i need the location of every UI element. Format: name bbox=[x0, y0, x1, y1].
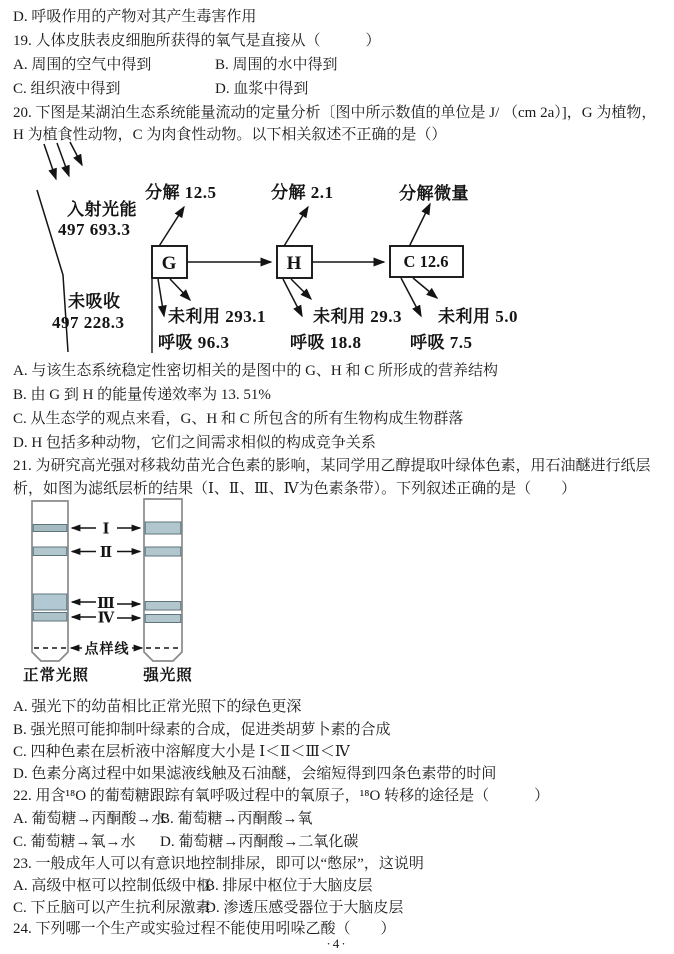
decompose-g-arrow bbox=[156, 207, 184, 251]
q20-option-d: D. H 包括多种动物，它们之间需求相似的构成竞争关系 bbox=[13, 435, 376, 451]
g-unused-label: 未利用 293.1 bbox=[168, 307, 266, 326]
q23-options-row-2 bbox=[13, 899, 403, 917]
band-4-right bbox=[145, 615, 181, 623]
q21-option-b: B. 强光照可能抑制叶绿素的合成，促进类胡萝卜素的合成 bbox=[13, 722, 391, 738]
c-unused-label: 未利用 5.0 bbox=[438, 307, 518, 326]
band-3-right bbox=[145, 602, 181, 611]
q22-option-b: B. 葡萄糖→丙酮酸→氧 bbox=[160, 811, 313, 827]
q23-option-b: B. 排尿中枢位于大脑皮层 bbox=[205, 878, 373, 894]
q19-option-d: D. 血浆中得到 bbox=[215, 81, 309, 97]
g-respiration-label: 呼吸 96.3 bbox=[158, 333, 230, 352]
decompose-h-arrow bbox=[281, 207, 308, 251]
strong-light-strip-label: 强光照 bbox=[143, 667, 193, 684]
band-2-right bbox=[145, 547, 181, 556]
q23-option-c: C. 下丘脑可以产生抗利尿激素 bbox=[13, 900, 211, 916]
q20-stem-line-2: H 为植食性动物，C 为肉食性动物。以下相关叙述不正确的是（） bbox=[13, 127, 447, 143]
unabsorbed-value: 497 228.3 bbox=[52, 313, 125, 332]
q18-option-d: D. 呼吸作用的产物对其产生毒害作用 bbox=[13, 9, 257, 25]
band-2-label: Ⅱ bbox=[99, 545, 113, 561]
q22-options-row-2 bbox=[13, 833, 358, 851]
q19-stem: 19. 人体皮肤表皮细胞所获得的氧气是直接从（ ） bbox=[13, 33, 381, 49]
q20-option-c: C. 从生态学的观点来看，G、H 和 C 所包含的所有生物构成生物群落 bbox=[13, 411, 464, 427]
q23-stem: 23. 一般成年人可以有意识地控制排尿，即可以“憋尿”，这说明 bbox=[13, 856, 424, 872]
q23-option-a: A. 高级中枢可以控制低级中枢 bbox=[13, 878, 212, 894]
decompose-h-label: 分解 2.1 bbox=[271, 183, 334, 202]
q22-option-d: D. 葡萄糖→丙酮酸→二氧化碳 bbox=[160, 834, 359, 850]
page-number: ·4· bbox=[326, 936, 348, 951]
q19-options-row-1 bbox=[13, 56, 338, 74]
band-2-left bbox=[33, 547, 67, 556]
sunlight-arrows-icon bbox=[44, 142, 82, 179]
h-unused-arrow bbox=[291, 279, 311, 299]
q22-option-c: C. 葡萄糖→氧→水 bbox=[13, 834, 136, 850]
q22-stem: 22. 用含¹⁸O 的葡萄糖跟踪有氧呼吸过程中的氧原子，¹⁸O 转移的途径是（ ） bbox=[13, 788, 550, 804]
q21-stem-line-1: 21. 为研究高光强对移栽幼苗光合色素的影响，某同学用乙醇提取叶绿体色素，用石油醚进行纸层 bbox=[13, 458, 651, 474]
q20-option-b: B. 由 G 到 H 的能量传递效率为 13. 51% bbox=[13, 387, 271, 403]
c-respiration-label: 呼吸 7.5 bbox=[410, 333, 473, 352]
sample-line-label: 点样线 bbox=[84, 642, 130, 658]
q21-stem-line-2: 析，如图为滤纸层析的结果（Ⅰ、Ⅱ、Ⅲ、Ⅳ为色素条带）。下列叙述正确的是（ ） bbox=[13, 481, 577, 497]
q24-stem: 24. 下列哪一个生产或实验过程不能使用吲哚乙酸（ ） bbox=[13, 921, 396, 937]
decompose-c-arrow bbox=[408, 204, 430, 249]
g-respiration-arrow bbox=[158, 279, 164, 316]
h-unused-label: 未利用 29.3 bbox=[313, 307, 402, 326]
herbivore-box-label: H bbox=[286, 253, 302, 274]
q20-option-a: A. 与该生态系统稳定性密切相关的是图中的 G、H 和 C 所形成的营养结构 bbox=[13, 363, 499, 379]
producer-box-label: G bbox=[161, 253, 177, 274]
chromatography-diagram bbox=[0, 498, 240, 693]
q23-options-row-1 bbox=[13, 877, 373, 895]
band-3-left bbox=[33, 594, 67, 610]
energy-flow-diagram bbox=[0, 140, 520, 356]
q21-option-c: C. 四种色素在层析液中溶解度大小是 Ⅰ＜Ⅱ＜Ⅲ＜Ⅳ bbox=[13, 744, 350, 760]
c-respiration-arrow bbox=[401, 278, 421, 316]
unabsorbed-label: 未吸收 bbox=[68, 292, 121, 311]
band-4-label: Ⅳ bbox=[97, 610, 115, 627]
c-unused-arrow bbox=[413, 278, 437, 298]
incident-light-label: 入射光能 bbox=[67, 200, 137, 219]
h-respiration-label: 呼吸 18.8 bbox=[290, 333, 362, 352]
q22-option-a: A. 葡萄糖→丙酮酸→水 bbox=[13, 811, 167, 827]
g-unused-arrow bbox=[170, 279, 190, 300]
q19-option-a: A. 周围的空气中得到 bbox=[13, 57, 152, 73]
decompose-c-label: 分解微量 bbox=[399, 184, 469, 203]
band-1-label: Ⅰ bbox=[102, 521, 110, 538]
band-1-right bbox=[145, 522, 181, 534]
q19-options-row-2 bbox=[13, 80, 308, 98]
band-3-label: Ⅲ bbox=[97, 596, 115, 612]
q21-option-d: D. 色素分离过程中如果滤液线触及石油醚，会缩短得到四条色素带的时间 bbox=[13, 766, 497, 782]
q19-option-c: C. 组织液中得到 bbox=[13, 81, 121, 97]
band-1-left bbox=[33, 525, 67, 532]
q19-option-b: B. 周围的水中得到 bbox=[215, 57, 338, 73]
normal-light-strip-label: 正常光照 bbox=[22, 667, 90, 684]
decompose-g-label: 分解 12.5 bbox=[145, 183, 217, 202]
q23-option-d: D. 渗透压感受器位于大脑皮层 bbox=[205, 900, 404, 916]
q22-options-row-1 bbox=[13, 810, 313, 828]
h-respiration-arrow bbox=[283, 279, 302, 316]
carnivore-box-label: C 12.6 bbox=[403, 252, 449, 271]
incident-light-value: 497 693.3 bbox=[58, 220, 131, 239]
q21-option-a: A. 强光下的幼苗相比正常光照下的绿色更深 bbox=[13, 699, 302, 715]
band-4-left bbox=[33, 613, 67, 622]
q20-stem-line-1: 20. 下图是某湖泊生态系统能量流动的定量分析〔图中所示数值的单位是 J/ （cm 2a）]，G 为植物， bbox=[13, 105, 657, 121]
